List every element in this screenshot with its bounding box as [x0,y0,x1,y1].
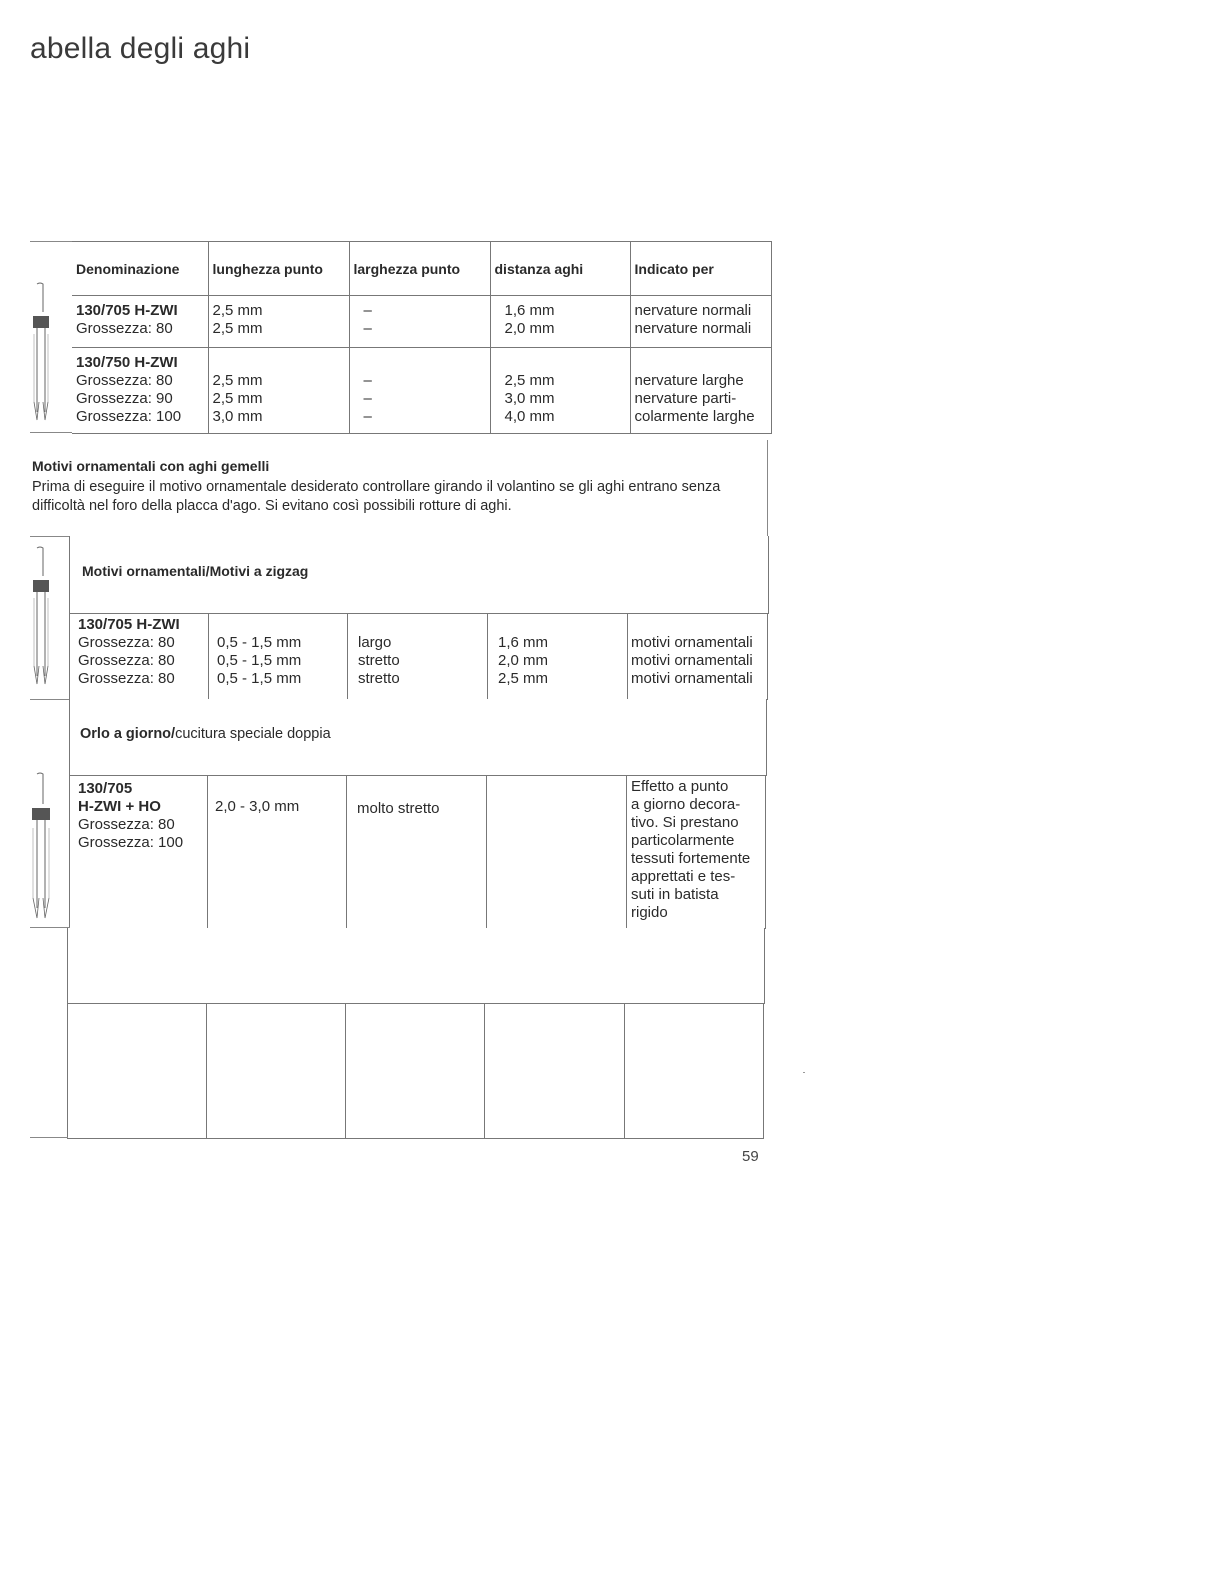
page-title: abella degli aghi [30,32,251,65]
needle-size: Grossezza: 100 [78,834,184,851]
stitch-width: – [363,408,372,425]
use-text: tivo. Si prestano [631,814,739,831]
stitch-width: largo [358,634,392,651]
use-text: Effetto a punto [631,778,729,795]
use-text: nervature larghe [634,372,744,389]
use-text: nervature parti- [634,390,737,407]
stitch-length: 2,5 mm [212,302,263,319]
stitch-width: – [363,302,372,319]
table-row [72,348,771,434]
stitch-width: stretto [358,670,400,687]
table-row [70,776,766,929]
needle-name: 130/705 H-ZWI [78,616,180,633]
needle-table-3 [69,775,766,929]
needle-size: Grossezza: 90 [76,390,173,407]
needle-size: Grossezza: 80 [76,372,173,389]
needle-distance: 2,5 mm [504,372,555,389]
needle-distance: 1,6 mm [498,634,549,651]
use-text: tessuti fortemente [631,850,751,867]
stitch-length: 0,5 - 1,5 mm [217,670,302,687]
use-text: motivi ornamentali [631,670,753,687]
stitch-width: molto stretto [357,800,440,817]
section-label-orlo [80,726,331,742]
twin-needle-icon [28,282,54,422]
needle-size: Grossezza: 100 [76,408,182,425]
stitch-length: 3,0 mm [212,408,263,425]
use-text: nervature normali [634,320,752,337]
needle-distance: 3,0 mm [504,390,555,407]
needle-distance: 2,5 mm [498,670,549,687]
stitch-length: 2,5 mm [212,390,263,407]
stitch-length: 2,5 mm [212,320,263,337]
stitch-length: 0,5 - 1,5 mm [217,652,302,669]
scan-speck [803,1072,805,1073]
empty-cell [346,1004,485,1139]
header-denominazione: Denominazione [72,242,208,296]
needle-distance: 1,6 mm [504,302,555,319]
needle-size: Grossezza: 80 [76,320,173,337]
empty-cell [68,1004,207,1139]
needle-name: 130/705 [78,780,133,797]
needle-size: Grossezza: 80 [78,670,175,687]
empty-cell [625,1004,764,1139]
needle-size: Grossezza: 80 [78,816,175,833]
needle-name: H-ZWI + HO [78,798,161,815]
use-text: apprettati e tes- [631,868,736,885]
empty-cell [485,1004,625,1139]
needle-distance: 2,0 mm [498,652,549,669]
notice-heading: Motivi ornamentali con aghi gemelli [32,458,270,474]
stitch-length: 2,0 - 3,0 mm [215,798,300,815]
use-text: suti in batista [631,886,719,903]
needle-table-2 [69,613,768,700]
twin-needle-icon [28,772,54,920]
empty-section-band [67,928,765,1004]
header-larghezza: larghezza punto [349,242,490,296]
stitch-width: – [363,372,372,389]
needle-size: Grossezza: 80 [78,634,175,651]
stitch-width: – [363,320,372,337]
use-text: particolarmente [631,832,735,849]
needle-name: 130/705 H-ZWI [76,302,178,319]
twin-needle-icon [28,546,54,686]
table-row [72,296,771,348]
table-row [70,614,768,700]
needle-name: 130/750 H-ZWI [76,354,178,371]
section-label-zigzag: Motivi ornamentali/Motivi a zigzag [82,563,309,579]
use-text: colarmente larghe [634,408,755,425]
stitch-length: 2,5 mm [212,372,263,389]
use-text: rigido [631,904,668,921]
notice-text: Prima di eseguire il motivo ornamentale desiderato controllare girando il volantino se gli aghi entrano senza difficoltà nel foro della placca d'ago. Si evitano così possibili rotture di aghi. [32,479,721,514]
stitch-length: 0,5 - 1,5 mm [217,634,302,651]
empty-cell [487,776,627,929]
stitch-width: stretto [358,652,400,669]
needle-table-1 [72,241,772,434]
section-label-rest: cucitura speciale doppia [175,726,331,742]
header-lunghezza: lunghezza punto [208,242,349,296]
empty-cell [207,1004,346,1139]
needle-distance: 2,0 mm [504,320,555,337]
page-number: 59 [742,1148,759,1165]
use-text: motivi ornamentali [631,652,753,669]
empty-table [67,1003,764,1139]
stitch-width: – [363,390,372,407]
use-text: nervature normali [634,302,752,319]
needle-size: Grossezza: 80 [78,652,175,669]
use-text: a giorno decora- [631,796,741,813]
needle-distance: 4,0 mm [504,408,555,425]
table-row [68,1004,764,1139]
header-indicato: Indicato per [630,242,771,296]
use-text: motivi ornamentali [631,634,753,651]
section-label-bold: Orlo a giorno/ [80,726,176,742]
header-distanza: distanza aghi [490,242,630,296]
